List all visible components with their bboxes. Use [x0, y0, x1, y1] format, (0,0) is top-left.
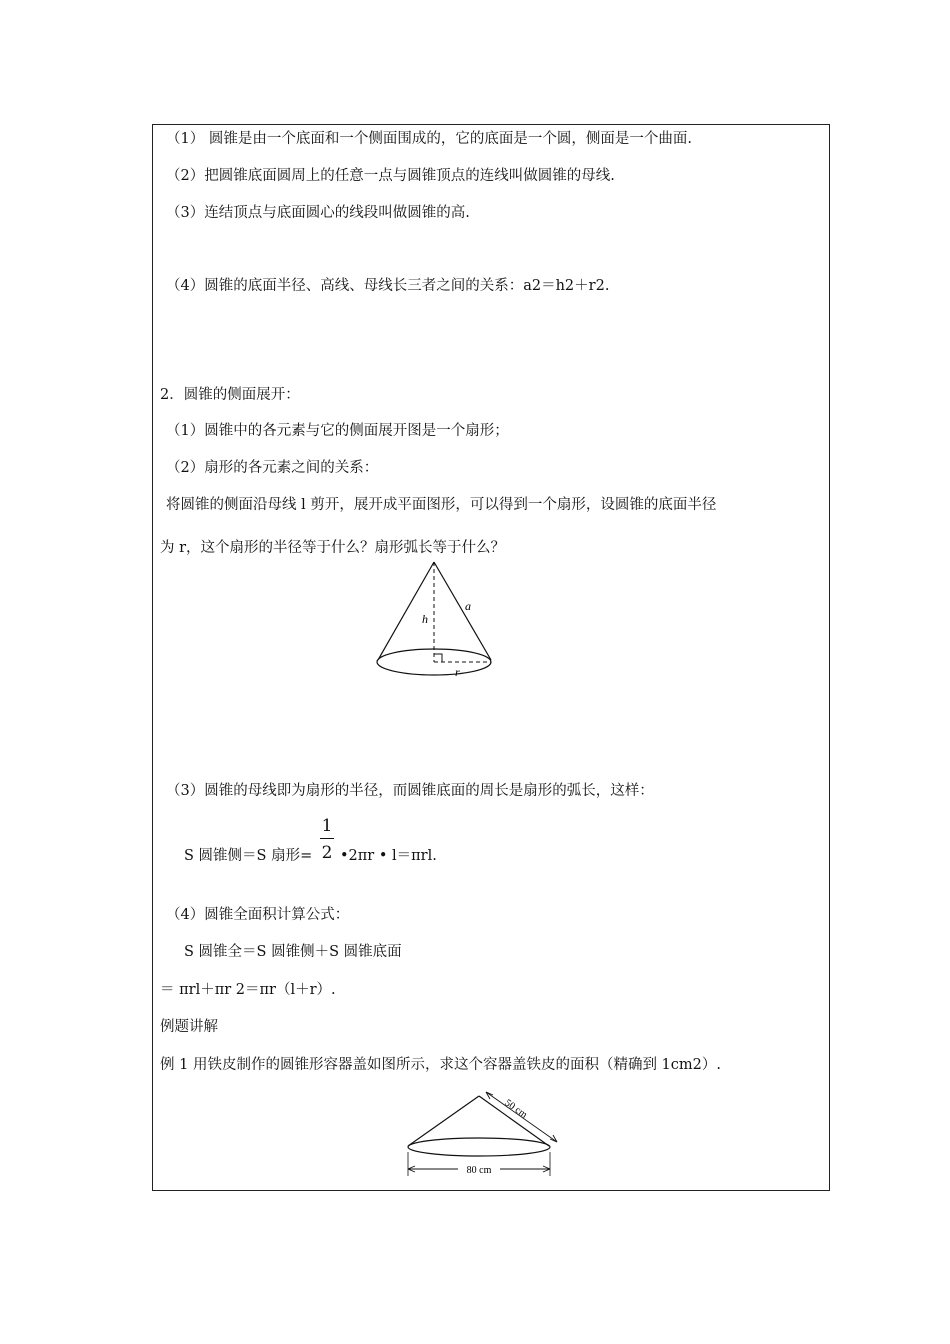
lid-base-ellipse	[408, 1138, 550, 1156]
example-heading: 例题讲解	[160, 1019, 218, 1035]
slant-length-label: 50 cm	[502, 1097, 530, 1121]
slant-arrow-bottom	[550, 1135, 557, 1142]
lateral-area-formula-suffix: •2πr • l＝πrl.	[340, 848, 437, 864]
cone-slant-edge	[434, 562, 491, 660]
lateral-area-formula-prefix: S 圆锥侧＝S 扇形=	[184, 848, 313, 864]
unfold-point-3: （3）圆锥的母线即为扇形的半径，而圆锥底面的周长是扇形的弧长，这样：	[166, 783, 654, 799]
unfold-point-1: （1）圆锥中的各元素与它的侧面展开图是一个扇形；	[166, 423, 509, 439]
example-1-text: 例 1 用铁皮制作的圆锥形容器盖如图所示，求这个容器盖铁皮的面积（精确到 1cm2）.	[160, 1057, 721, 1073]
slant-label: a	[465, 599, 471, 613]
cone-diagram	[374, 556, 496, 686]
total-area-formula: S 圆锥全＝S 圆锥侧＋S 圆锥底面	[184, 944, 402, 960]
fraction-numerator: 1	[321, 816, 333, 836]
unfold-paragraph-line-2: 为 r，这个扇形的半径等于什么？扇形弧长等于什么？	[160, 540, 506, 556]
cone-definition-1: （1） 圆锥是由一个底面和一个侧面围成的，它的底面是一个圆，侧面是一个曲面.	[166, 131, 692, 147]
section-heading-lateral-unfold: 2．圆锥的侧面展开：	[160, 387, 300, 403]
radius-label: r	[455, 665, 460, 679]
unfold-paragraph-line-1: 将圆锥的侧面沿母线 l 剪开，展开成平面图形，可以得到一个扇形，设圆锥的底面半径	[166, 497, 717, 513]
base-diameter-label: 80 cm	[466, 1165, 492, 1176]
fraction-bar	[320, 838, 334, 839]
lid-cone-diagram	[404, 1090, 560, 1182]
height-label: h	[422, 612, 428, 626]
cone-definition-4: （4）圆锥的底面半径、高线、母线长三者之间的关系：a2＝h2＋r2.	[166, 278, 610, 294]
slant-arrow-top	[486, 1092, 493, 1099]
fraction-denominator: 2	[321, 843, 333, 863]
unfold-point-2: （2）扇形的各元素之间的关系：	[166, 460, 379, 476]
total-area-expansion: ＝ πrl＋πr 2＝πr（l＋r）.	[160, 982, 336, 998]
unfold-point-4: （4）圆锥全面积计算公式：	[166, 907, 350, 923]
cone-left-edge	[378, 562, 434, 660]
right-angle-mark	[434, 654, 442, 662]
cone-definition-3: （3）连结顶点与底面圆心的线段叫做圆锥的高.	[166, 205, 470, 221]
cone-definition-2: （2）把圆锥底面圆周上的任意一点与圆锥顶点的连线叫做圆锥的母线.	[166, 168, 615, 184]
